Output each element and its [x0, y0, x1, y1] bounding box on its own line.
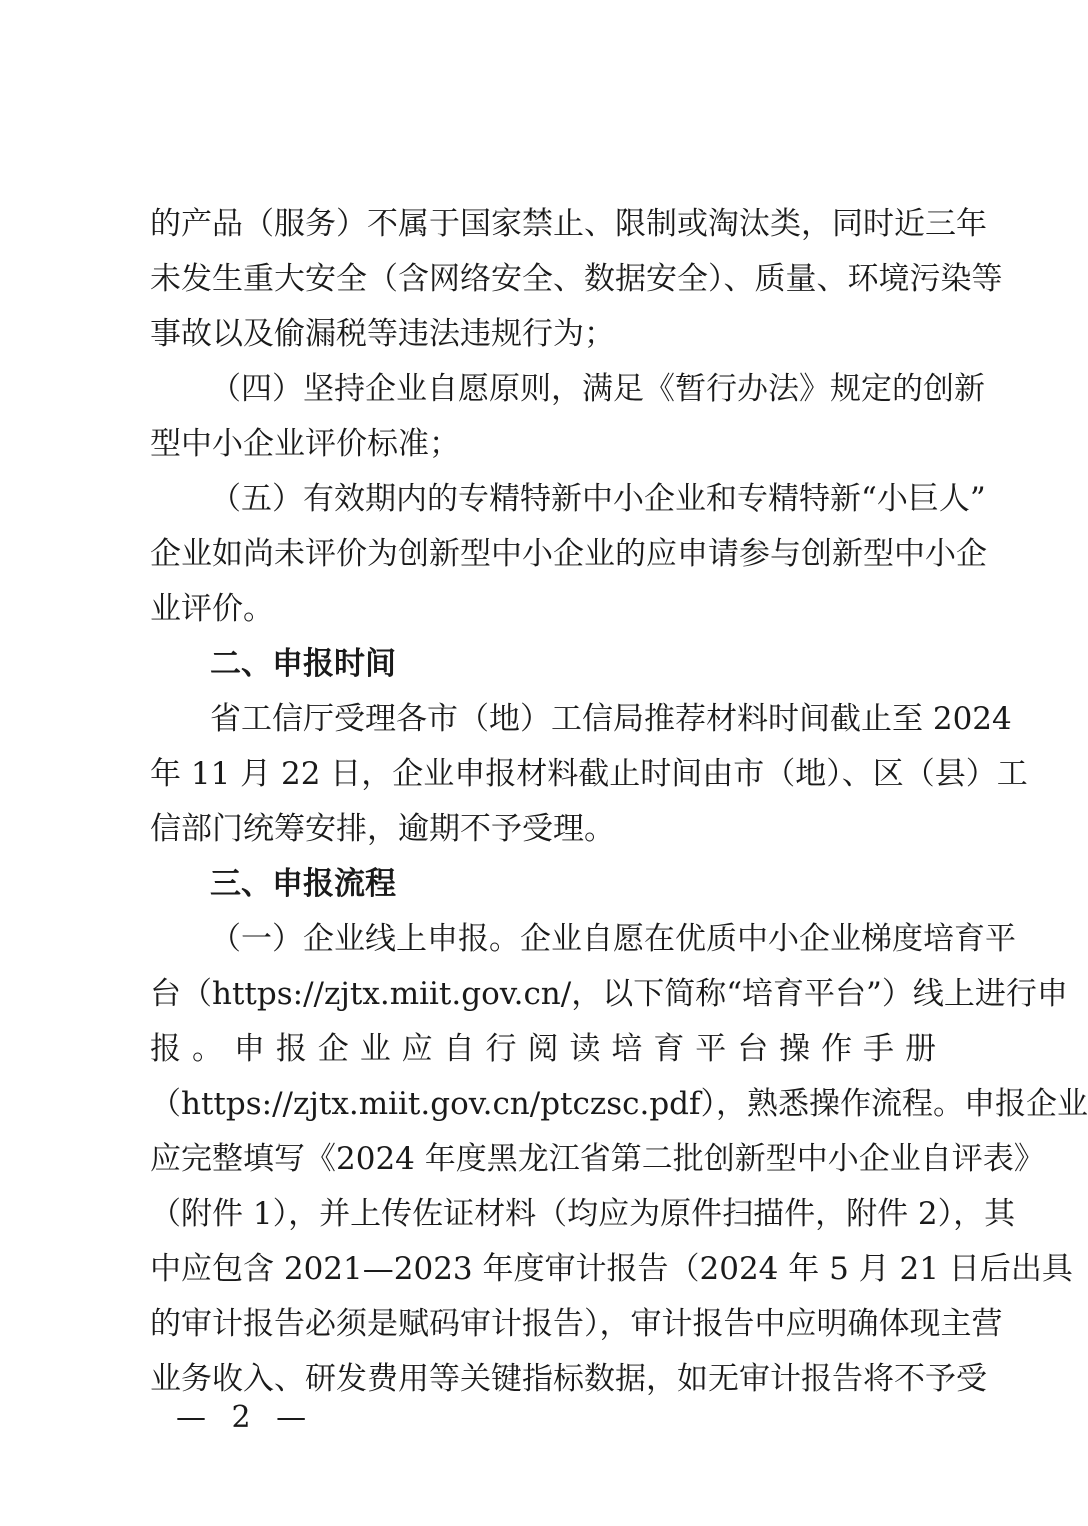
process-line-6: （附件 1），并上传佐证材料（均应为原件扫描件，附件 2），其 — [150, 1196, 1016, 1232]
page-number: — 2 — — [176, 1400, 315, 1435]
body-line-3: 事故以及偷漏税等违法违规行为； — [150, 316, 615, 352]
process-line-2: 台（https://zjtx.miit.gov.cn/，以下简称“培育平台”）线上进行申 — [150, 976, 1068, 1012]
body-line-2: 未发生重大安全（含网络安全、数据安全）、质量、环境污染等 — [150, 261, 1003, 297]
process-line-4: （https://zjtx.miit.gov.cn/ptczsc.pdf），熟悉操作流程。申报企业 — [150, 1086, 1088, 1122]
clause-4-line-2: 型中小企业评价标准； — [150, 426, 460, 462]
process-line-9: 业务收入、研发费用等关键指标数据，如无审计报告将不予受 — [150, 1361, 987, 1397]
clause-5-line-1: （五）有效期内的专精特新中小企业和专精特新“小巨人” — [210, 481, 986, 517]
time-line-2: 年 11 月 22 日，企业申报材料截止时间由市（地）、区（县）工 — [150, 756, 1028, 792]
section-heading-time: 二、申报时间 — [210, 646, 396, 682]
process-line-1: （一）企业线上申报。企业自愿在优质中小企业梯度培育平 — [210, 921, 1016, 957]
time-line-3: 信部门统筹安排，逾期不予受理。 — [150, 811, 615, 847]
time-line-1: 省工信厅受理各市（地）工信局推荐材料时间截止至 2024 — [210, 701, 1012, 737]
body-line-1: 的产品（服务）不属于国家禁止、限制或淘汰类，同时近三年 — [150, 206, 987, 242]
clause-5-line-2: 企业如尚未评价为创新型中小企业的应申请参与创新型中小企 — [150, 536, 987, 572]
process-line-7: 中应包含 2021—2023 年度审计报告（2024 年 5 月 21 日后出具 — [150, 1251, 1073, 1287]
process-line-8: 的审计报告必须是赋码审计报告），审计报告中应明确体现主营 — [150, 1306, 1003, 1342]
clause-5-line-3: 业评价。 — [150, 591, 274, 627]
clause-4-line-1: （四）坚持企业自愿原则，满足《暂行办法》规定的创新 — [210, 371, 985, 407]
process-line-5: 应完整填写《2024 年度黑龙江省第二批创新型中小企业自评表》 — [150, 1141, 1045, 1177]
process-line-3: 报。申报企业应自行阅读培育平台操作手册 — [150, 1031, 936, 1067]
section-heading-process: 三、申报流程 — [210, 866, 396, 902]
